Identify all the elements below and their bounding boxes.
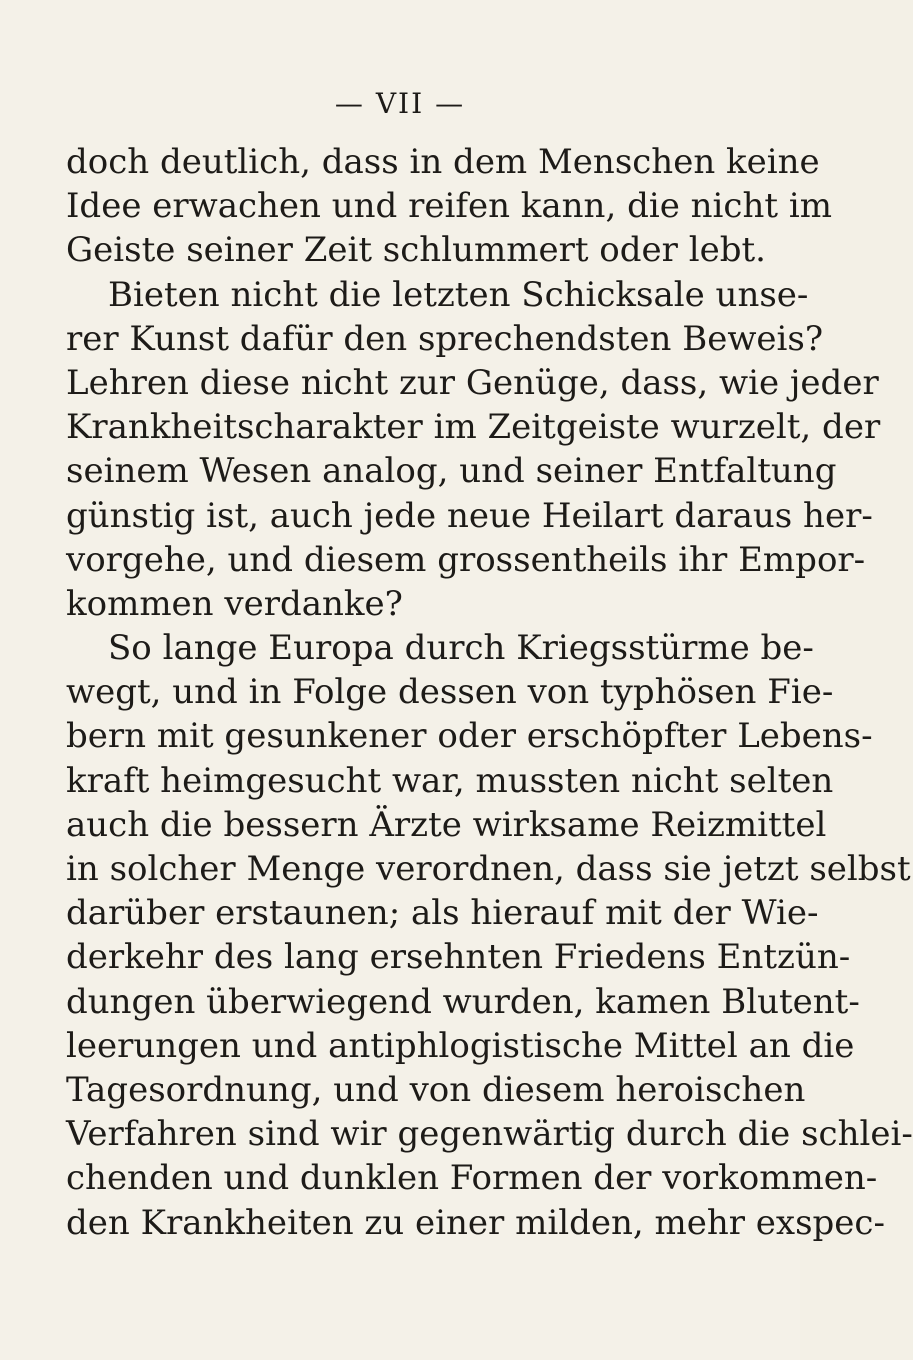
- text-line: bern mit gesunkener oder erschöpfter Lebens-: [66, 716, 873, 757]
- text-line: den Krankheiten zu einer milden, mehr exspec-: [66, 1202, 885, 1243]
- text-line: derkehr des lang ersehnten Friedens Entzün-: [66, 937, 851, 978]
- text-line: Tagesordnung, und von diesem heroischen: [66, 1069, 806, 1110]
- text-line: doch deutlich, dass in dem Menschen keine: [66, 142, 820, 182]
- text-line: wegt, und in Folge dessen von typhösen Fie-: [66, 672, 834, 713]
- text-line: Krankheitscharakter im Zeitgeiste wurzelt, der: [66, 407, 881, 448]
- text-line: dungen überwiegend wurden, kamen Blutent-: [66, 981, 860, 1022]
- text-line: in solcher Menge verordnen, dass sie jetzt selbst: [66, 849, 911, 889]
- text-line: So lange Europa durch Kriegsstürme be-: [108, 628, 814, 669]
- text-line: seinem Wesen analog, und seiner Entfaltung: [66, 451, 837, 492]
- text-line: darüber erstaunen; als hierauf mit der Wie-: [66, 893, 819, 934]
- text-line: Geiste seiner Zeit schlummert oder lebt.: [66, 230, 766, 271]
- text-line: Verfahren sind wir gegenwärtig durch die schlei-: [66, 1114, 913, 1155]
- text-line: Lehren diese nicht zur Genüge, dass, wie jeder: [66, 362, 879, 403]
- body-text: [66, 140, 913, 1245]
- text-line: vorgehe, und diesem grossentheils ihr Empor-: [66, 539, 866, 580]
- text-line: leerungen und antiphlogistische Mittel an die: [66, 1025, 855, 1066]
- text-line: Idee erwachen und reifen kann, die nicht im: [66, 186, 832, 227]
- text-line: kommen verdanke?: [66, 583, 403, 624]
- text-line: kraft heimgesucht war, mussten nicht selten: [66, 760, 834, 801]
- text-line: rer Kunst dafür den sprechendsten Beweis?: [66, 318, 824, 359]
- text-line: auch die bessern Ärzte wirksame Reizmittel: [66, 804, 827, 845]
- page-number: — VII —: [334, 87, 466, 120]
- text-line: chenden und dunklen Formen der vorkommen-: [66, 1158, 878, 1199]
- text-line: günstig ist, auch jede neue Heilart daraus her-: [66, 495, 873, 536]
- text-line: Bieten nicht die letzten Schicksale unse-: [108, 274, 809, 315]
